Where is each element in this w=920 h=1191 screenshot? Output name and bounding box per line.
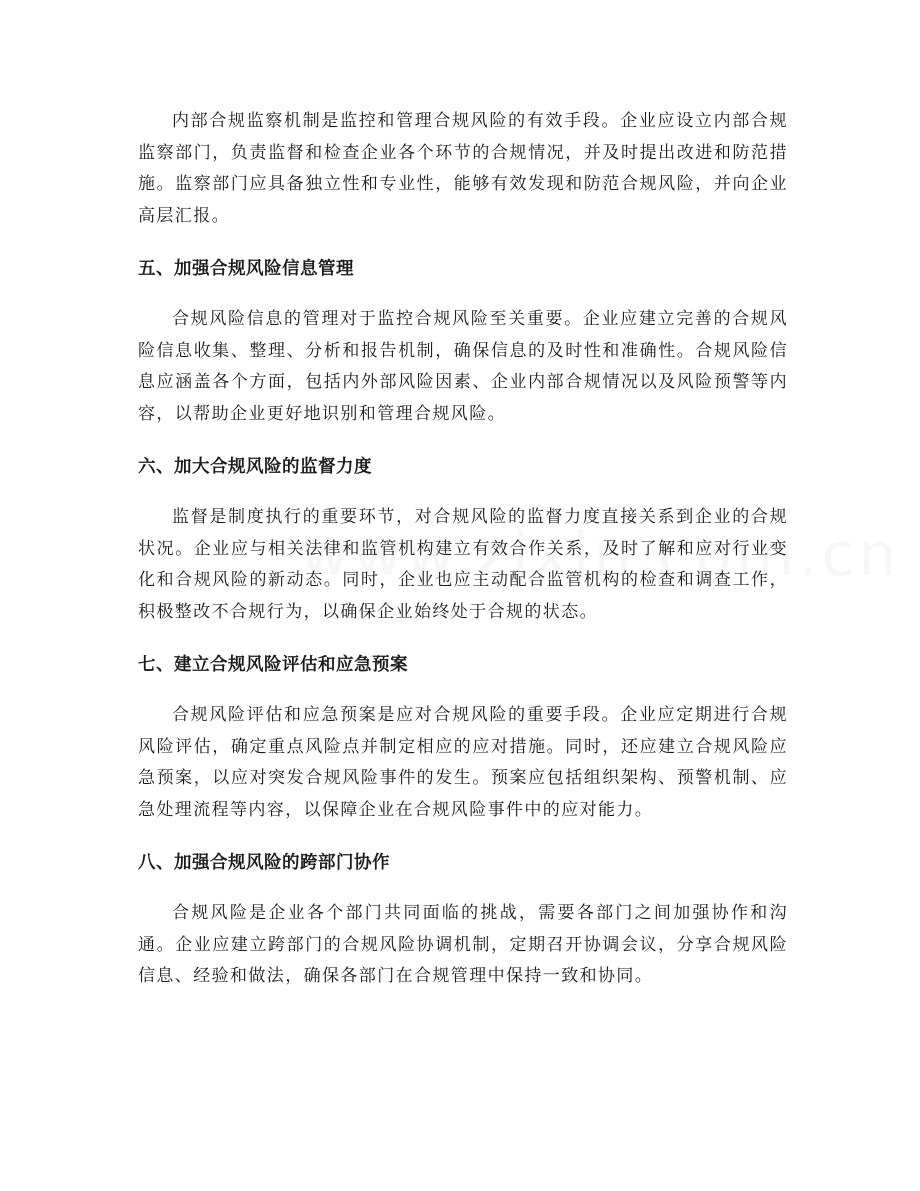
section-heading-5: 五、加强合规风险信息管理 [138,259,354,279]
section-heading-8: 八、加强合规风险的跨部门协作 [138,853,390,873]
section-heading-6: 六、加大合规风险的监督力度 [138,457,372,477]
document-body [138,106,788,993]
section-paragraph-7: 合规风险评估和应急预案是应对合规风险的重要手段。企业应定期进行合规风险评估，确定重点风险点并制定相应的应对措施。同时，还应建立合规风险应急预案，以应对突发合规风险事件的发生。预案应包括组织架构、预警机制、应急处理流程等内容，以保障企业在合规风险事件中的应对能力。 [138,705,788,820]
section-paragraph-8: 合规风险是企业各个部门共同面临的挑战，需要各部门之间加强协作和沟通。企业应建立跨部门的合规风险协调机制，定期召开协调会议，分享合规风险信息、经验和做法，确保各部门在合规管理中保持一致和协同。 [138,903,788,986]
intro-paragraph: 内部合规监察机制是监控和管理合规风险的有效手段。企业应设立内部合规监察部门，负责监督和检查企业各个环节的合规情况，并及时提出改进和防范措施。监察部门应具备独立性和专业性，能够有效发现和防范合规风险，并向企业高层汇报。 [138,111,788,226]
section-paragraph-6: 监督是制度执行的重要环节，对合规风险的监督力度直接关系到企业的合规状况。企业应与相关法律和监管机构建立有效合作关系，及时了解和应对行业变化和合规风险的新动态。同时，企业也应主动配合监管机构的检查和调查工作，积极整改不合规行为，以确保企业始终处于合规的状态。 [138,507,788,622]
section-heading-7: 七、建立合规风险评估和应急预案 [138,655,408,675]
section-paragraph-5: 合规风险信息的管理对于监控合规风险至关重要。企业应建立完善的合规风险信息收集、整理、分析和报告机制，确保信息的及时性和准确性。合规风险信息应涵盖各个方面，包括内外部风险因素、企业内部合规情况以及风险预警等内容，以帮助企业更好地识别和管理合规风险。 [138,309,788,424]
